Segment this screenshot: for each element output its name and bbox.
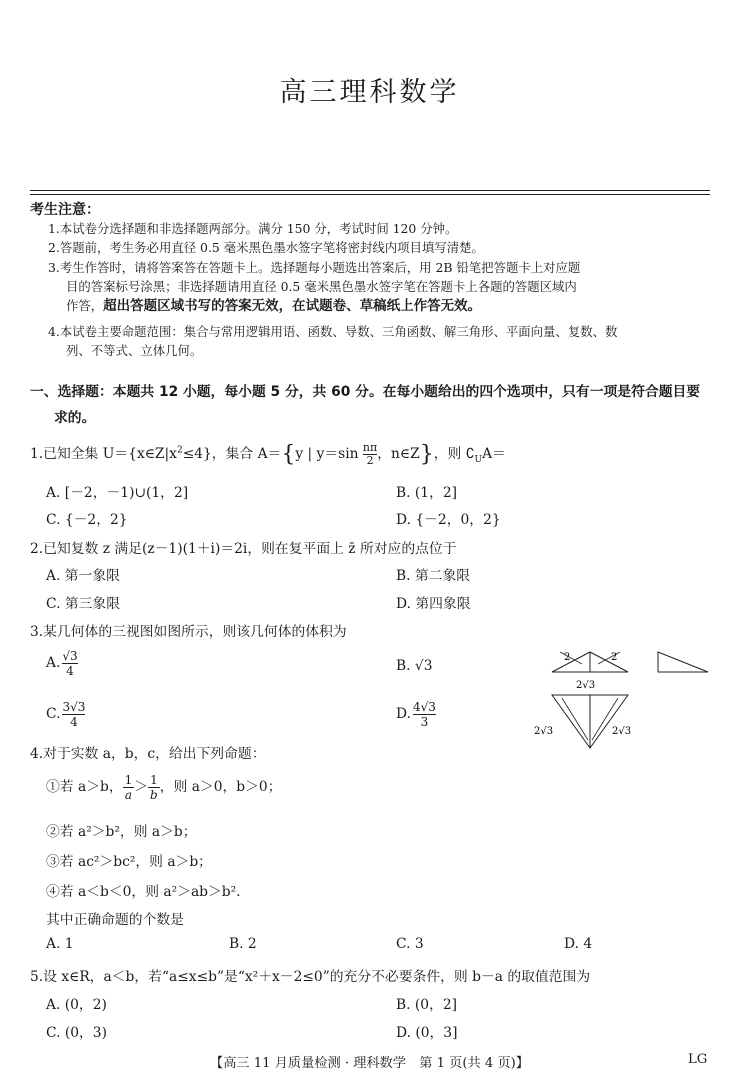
q5-option-a: A. (0，2) <box>46 997 107 1013</box>
q3-c-den: 4 <box>70 715 78 729</box>
q1-set-b: ，n∈Z <box>377 446 420 462</box>
q3-a-fraction <box>62 649 77 678</box>
q4-p1-d2: b <box>150 788 158 802</box>
q3-option-b: B. √3 <box>396 658 433 674</box>
q2-option-b: B. 第二象限 <box>396 568 471 584</box>
section-heading: 一、选择题：本题共 12 小题，每小题 5 分，共 60 分。在每小题给出的四个选项中，只有一项是符合题目要 <box>30 384 701 400</box>
fig-label-2-right: 2 <box>611 652 618 663</box>
q4-option-b: B. 2 <box>229 936 257 952</box>
q3-c-fraction <box>62 700 85 729</box>
q1-text-b: ≤4}，集合 A＝ <box>182 446 282 462</box>
q4-proposition-1 <box>46 773 282 802</box>
notice-item-3-cont: 目的答案标号涂黑；非选择题请用直径 0.5 毫米黑色墨水签字笔在答题卡上各题的答题区域内 <box>66 279 577 294</box>
q5-option-b: B. (0，2] <box>396 997 458 1013</box>
q1-stem: 1.已知全集 $U=\{x\in Z|x^2\le 4\}$，集合 A＝{y | y＝sin $\frac{n\pi}{2}$ ，n∈Z}，则 $∁_UA=$ <box>30 441 506 467</box>
header-rule-bottom <box>30 194 710 195</box>
q4-option-c: C. 3 <box>396 936 424 952</box>
q3-option-d <box>396 700 436 729</box>
side-view-triangle <box>658 652 708 672</box>
notice-warning: 超出答题区域书写的答案无效，在试题卷、草稿纸上作答无效。 <box>103 298 482 314</box>
section-heading-cont: 求的。 <box>54 410 96 426</box>
q1-text-d: A＝ <box>482 446 506 462</box>
q2-option-c: C. 第三象限 <box>46 596 121 612</box>
q1-set-a: y | y＝sin <box>295 446 359 462</box>
q1-text-c: ，则 ∁ <box>433 446 475 462</box>
q1-fraction <box>363 442 377 467</box>
q3-d-fraction <box>413 700 436 729</box>
q2-stem: 2.已知复数 z 满足(z－1)(1＋i)＝2i，则在复平面上 z̄ 所对应的点位于 <box>30 541 457 557</box>
q3-d-num: 4√3 <box>412 700 436 714</box>
q4-option-a: A. 1 <box>46 936 74 952</box>
q3-d-label: D. <box>396 706 411 722</box>
fig-label-top-right: 2√3 <box>612 726 632 737</box>
q3-option-c <box>46 700 85 729</box>
q4-option-d: D. 4 <box>564 936 593 952</box>
q4-p1-gt: ＞ <box>134 779 149 795</box>
notice-item-1: 1.本试卷分选择题和非选择题两部分。满分 150 分，考试时间 120 分钟。 <box>48 221 458 236</box>
q4-p1-b: ，则 a＞0，b＞0； <box>159 779 282 795</box>
q4-ask: 其中正确命题的个数是 <box>46 912 184 928</box>
q1-frac-num: nπ <box>362 441 378 454</box>
q3-a-label: A. <box>46 655 61 671</box>
page-title: 高三理科数学 <box>279 77 460 108</box>
notice-item-2: 2.答题前，考生务必用直径 0.5 毫米黑色墨水签字笔将密封线内项目填写清楚。 <box>48 240 484 255</box>
q3-a-den: 4 <box>66 664 74 678</box>
q1-option-a: A. [－2，－1)∪(1，2] <box>46 485 189 501</box>
q3-c-label: C. <box>46 706 61 722</box>
q5-option-c: C. (0，3) <box>46 1025 107 1041</box>
q1-text-a: 1.已知全集 U＝{x∈Z|x <box>30 446 177 462</box>
q3-d-den: 3 <box>420 715 429 729</box>
q4-p1-frac2 <box>148 773 160 802</box>
q4-p1-a: ①若 a＞b， <box>46 779 123 795</box>
footer-code: LG <box>688 1052 708 1067</box>
footer-page-info: 【高三 11 月质量检测 · 理科数学 第 1 页(共 4 页)】 <box>210 1056 529 1071</box>
q1-option-c: C. {－2，2} <box>46 512 128 528</box>
q2-option-d: D. 第四象限 <box>396 596 471 612</box>
q3-option-a <box>46 649 78 678</box>
fig-label-top-left: 2√3 <box>534 726 554 737</box>
q4-proposition-3: ③若 ac²＞bc²，则 a＞b； <box>46 854 212 870</box>
q5-stem: 5.设 x∈R，a＜b，若“a≤x≤b”是“x²＋x－2≤0”的充分不必要条件，则 b－a 的取值范围为 <box>30 969 591 985</box>
dim-arrow-lower-left <box>562 698 588 740</box>
q3-c-num: 3√3 <box>62 700 86 714</box>
notice-item-3-end <box>66 296 481 316</box>
fig-label-2-left: 2 <box>564 652 571 663</box>
q3-a-num: √3 <box>62 649 78 663</box>
q1-option-d: D. {－2，0，2} <box>396 512 501 528</box>
q3-three-view-figure <box>530 640 720 760</box>
header-rule-top <box>30 190 710 191</box>
q4-proposition-4: ④若 a＜b＜0，则 a²＞ab＞b². <box>46 884 241 900</box>
q1-option-b: B. (1，2] <box>396 485 458 501</box>
q4-p1-n1: 1 <box>124 773 133 787</box>
q4-p1-n2: 1 <box>150 773 158 787</box>
q4-p1-frac1 <box>123 773 135 802</box>
q4-p1-d1: a <box>124 788 133 802</box>
notice-item-4-cont: 列、不等式、立体几何。 <box>66 343 203 358</box>
q2-option-a: A. 第一象限 <box>46 568 120 584</box>
fig-label-front-base: 2√3 <box>576 680 596 691</box>
q1-sub: U <box>474 454 483 465</box>
q4-stem: 4.对于实数 a，b，c，给出下列命题： <box>30 746 266 762</box>
notice-item-3-end-text: 作答， <box>66 298 104 313</box>
q5-option-d: D. (0，3] <box>396 1025 458 1041</box>
notice-heading: 考生注意： <box>30 202 100 218</box>
notice-item-3: 3.考生作答时，请将答案答在答题卡上。选择题每小题选出答案后，用 2B 铅笔把答题卡上对应题 <box>48 260 581 275</box>
notice-item-4: 4.本试卷主要命题范围：集合与常用逻辑用语、函数、导数、三角函数、解三角形、平面向量、复数、数 <box>48 324 618 339</box>
q1-frac-den: 2 <box>366 454 374 467</box>
q1-sup: 2 <box>176 445 183 456</box>
q4-proposition-2: ②若 a²＞b²，则 a＞b； <box>46 824 197 840</box>
q3-stem: 3.某几何体的三视图如图所示，则该几何体的体积为 <box>30 624 347 640</box>
